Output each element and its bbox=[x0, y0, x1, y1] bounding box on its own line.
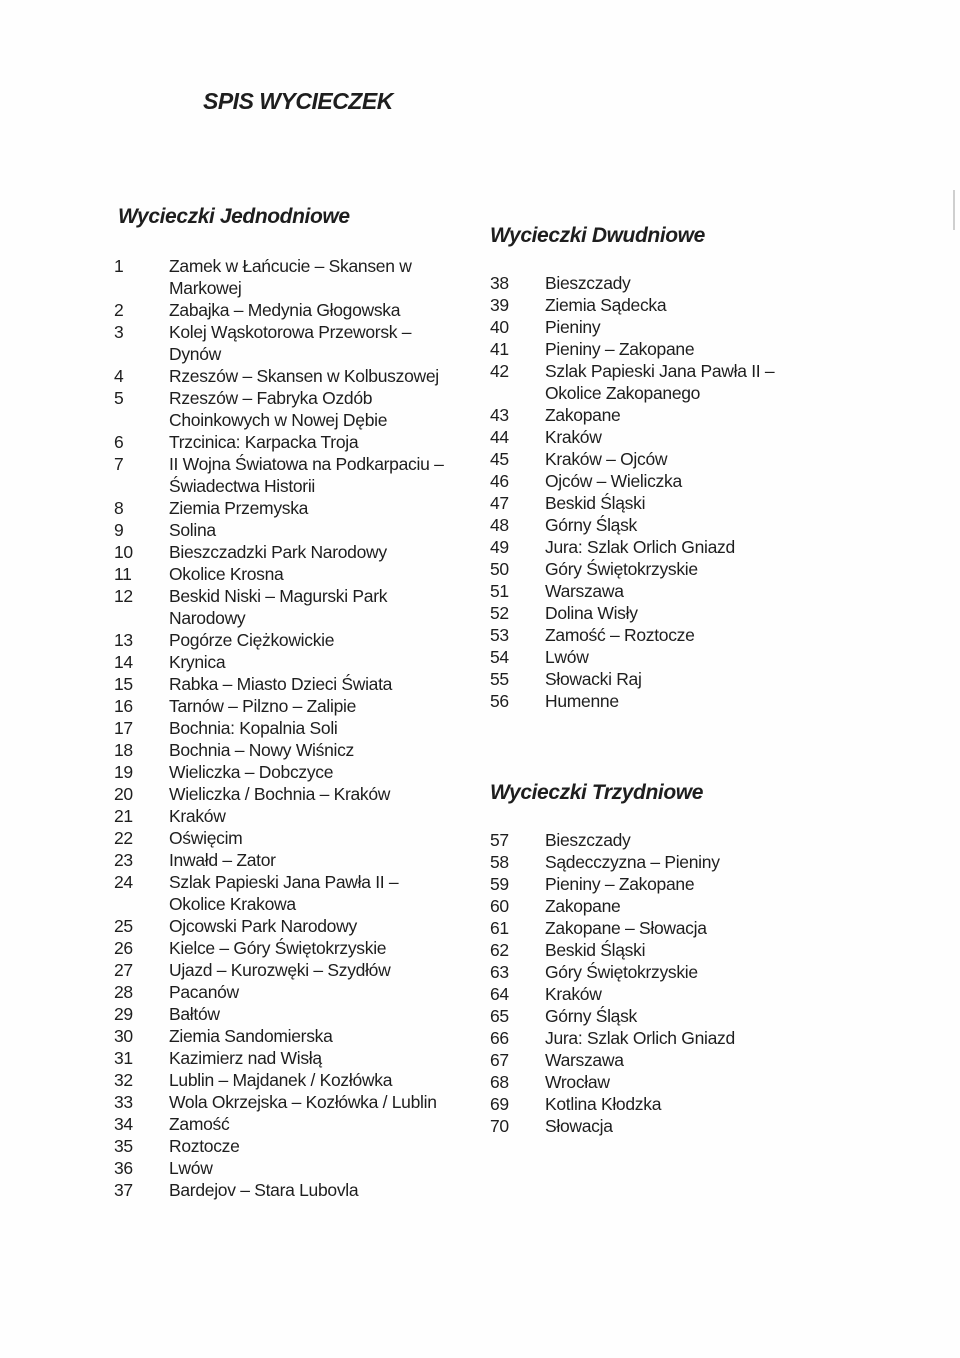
trip-name: Oświęcim bbox=[169, 828, 243, 848]
trip-name: Ujazd – Kurozwęki – Szydłów bbox=[169, 960, 391, 980]
trip-name: Bieszczady bbox=[545, 830, 631, 850]
trip-list-two-day bbox=[490, 272, 830, 712]
trip-list-item bbox=[490, 1115, 830, 1137]
trip-name: Zakopane bbox=[545, 896, 621, 916]
trip-number: 42 bbox=[490, 361, 509, 381]
trip-list-item bbox=[114, 299, 459, 321]
trip-number: 43 bbox=[490, 405, 509, 425]
trip-number: 44 bbox=[490, 427, 509, 447]
trip-name: Góry Świętokrzyskie bbox=[545, 559, 698, 579]
trip-number: 55 bbox=[490, 669, 509, 689]
trip-list-item bbox=[114, 1091, 459, 1113]
trip-name: Lwów bbox=[169, 1158, 213, 1178]
trip-name: Zamość – Roztocze bbox=[545, 625, 695, 645]
trip-name: Kraków – Ojców bbox=[545, 449, 668, 469]
trip-number: 22 bbox=[114, 828, 133, 848]
trip-name: Rabka – Miasto Dzieci Świata bbox=[169, 674, 393, 694]
trip-name: Kazimierz nad Wisłą bbox=[169, 1048, 322, 1068]
trip-number: 46 bbox=[490, 471, 509, 491]
trip-name: Rzeszów – Skansen w Kolbuszowej bbox=[169, 366, 439, 386]
trip-number: 49 bbox=[490, 537, 509, 557]
trip-list-item bbox=[114, 783, 459, 805]
trip-number: 3 bbox=[114, 322, 124, 342]
trip-name: Zabajka – Medynia Głogowska bbox=[169, 300, 401, 320]
trip-number: 27 bbox=[114, 960, 133, 980]
trip-name: Humenne bbox=[545, 691, 619, 711]
trip-name: Wieliczka – Dobczyce bbox=[169, 762, 334, 782]
trip-name: Pieniny bbox=[545, 317, 601, 337]
trip-number: 65 bbox=[490, 1006, 509, 1026]
trip-name: Warszawa bbox=[545, 1050, 624, 1070]
trip-number: 59 bbox=[490, 874, 509, 894]
trip-list-item bbox=[490, 1071, 830, 1093]
trip-list-item bbox=[490, 668, 830, 690]
trip-name: Szlak Papieski Jana Pawła II – Okolice Zakopanego bbox=[545, 361, 775, 403]
trip-number: 25 bbox=[114, 916, 133, 936]
trip-list-item bbox=[490, 404, 830, 426]
trip-list-item bbox=[114, 849, 459, 871]
trip-name: Szlak Papieski Jana Pawła II – Okolice Krakowa bbox=[169, 872, 399, 914]
trip-name: Wrocław bbox=[545, 1072, 610, 1092]
trip-number: 63 bbox=[490, 962, 509, 982]
trip-number: 2 bbox=[114, 300, 124, 320]
trip-list-item bbox=[114, 937, 459, 959]
trip-name: II Wojna Światowa na Podkarpaciu – Świadectwa Historii bbox=[169, 454, 444, 496]
trip-name: Beskid Śląski bbox=[545, 940, 646, 960]
trip-list-item bbox=[114, 563, 459, 585]
trip-list-item bbox=[114, 1069, 459, 1091]
trip-name: Warszawa bbox=[545, 581, 624, 601]
trip-name: Pacanów bbox=[169, 982, 239, 1002]
trip-number: 40 bbox=[490, 317, 509, 337]
trip-list-item bbox=[490, 1093, 830, 1115]
trip-number: 52 bbox=[490, 603, 509, 623]
trip-list-item bbox=[490, 624, 830, 646]
trip-list-item bbox=[114, 321, 459, 365]
trip-number: 36 bbox=[114, 1158, 133, 1178]
trip-number: 15 bbox=[114, 674, 133, 694]
trip-name: Okolice Krosna bbox=[169, 564, 284, 584]
trip-name: Zamek w Łańcucie – Skansen w Markowej bbox=[169, 256, 412, 298]
trip-list-item bbox=[114, 585, 459, 629]
trip-list-item bbox=[114, 365, 459, 387]
trip-number: 64 bbox=[490, 984, 509, 1004]
trip-list-item bbox=[490, 426, 830, 448]
trip-list-item bbox=[490, 294, 830, 316]
trip-list-item bbox=[490, 690, 830, 712]
trip-name: Kraków bbox=[545, 427, 602, 447]
trip-name: Góry Świętokrzyskie bbox=[545, 962, 698, 982]
trip-list-item bbox=[490, 580, 830, 602]
trip-list-item bbox=[490, 492, 830, 514]
trip-number: 12 bbox=[114, 586, 133, 606]
trip-number: 69 bbox=[490, 1094, 509, 1114]
trip-number: 70 bbox=[490, 1116, 509, 1136]
trip-number: 48 bbox=[490, 515, 509, 535]
trip-list-item bbox=[114, 387, 459, 431]
trip-name: Ziemia Sandomierska bbox=[169, 1026, 333, 1046]
trip-number: 35 bbox=[114, 1136, 133, 1156]
trip-number: 9 bbox=[114, 520, 124, 540]
trip-name: Pogórze Ciężkowickie bbox=[169, 630, 335, 650]
trip-list-item bbox=[114, 255, 459, 299]
trip-number: 1 bbox=[114, 256, 124, 276]
trip-number: 8 bbox=[114, 498, 124, 518]
trip-list-item bbox=[490, 338, 830, 360]
trip-name: Lwów bbox=[545, 647, 589, 667]
trip-list-item bbox=[114, 1113, 459, 1135]
trip-number: 6 bbox=[114, 432, 124, 452]
trip-list-item bbox=[114, 827, 459, 849]
trip-number: 56 bbox=[490, 691, 509, 711]
trip-name: Górny Śląsk bbox=[545, 1006, 638, 1026]
trip-number: 47 bbox=[490, 493, 509, 513]
trip-number: 16 bbox=[114, 696, 133, 716]
trip-name: Tarnów – Pilzno – Zalipie bbox=[169, 696, 357, 716]
trip-number: 53 bbox=[490, 625, 509, 645]
trip-list-item bbox=[114, 1047, 459, 1069]
trip-list-item bbox=[490, 360, 830, 404]
trip-number: 10 bbox=[114, 542, 133, 562]
page-title: SPIS WYCIECZEK bbox=[203, 88, 393, 114]
trip-number: 38 bbox=[490, 273, 509, 293]
trip-number: 51 bbox=[490, 581, 509, 601]
trip-list-item bbox=[114, 695, 459, 717]
trip-list-item bbox=[114, 739, 459, 761]
trip-list-item bbox=[490, 514, 830, 536]
trip-number: 20 bbox=[114, 784, 133, 804]
trip-name: Rzeszów – Fabryka Ozdób Choinkowych w Nowej Dębie bbox=[169, 388, 388, 430]
trip-name: Sądecczyzna – Pieniny bbox=[545, 852, 720, 872]
trip-name: Pieniny – Zakopane bbox=[545, 339, 695, 359]
trip-name: Pieniny – Zakopane bbox=[545, 874, 695, 894]
scan-edge-mark bbox=[953, 190, 955, 230]
trip-list-item bbox=[490, 851, 830, 873]
trip-list-item bbox=[490, 983, 830, 1005]
trip-name: Słowacja bbox=[545, 1116, 613, 1136]
trip-number: 34 bbox=[114, 1114, 133, 1134]
trip-list-item bbox=[114, 981, 459, 1003]
trip-list-item bbox=[490, 448, 830, 470]
trip-number: 37 bbox=[114, 1180, 133, 1200]
trip-list-item bbox=[490, 558, 830, 580]
trip-number: 4 bbox=[114, 366, 124, 386]
trip-number: 62 bbox=[490, 940, 509, 960]
trip-name: Kolej Wąskotorowa Przeworsk – Dynów bbox=[169, 322, 412, 364]
trip-number: 58 bbox=[490, 852, 509, 872]
trip-list-item bbox=[490, 961, 830, 983]
trip-list-item bbox=[490, 646, 830, 668]
trip-list-item bbox=[114, 541, 459, 563]
trip-list-item bbox=[490, 536, 830, 558]
trip-list-item bbox=[490, 1027, 830, 1049]
trip-name: Bardejov – Stara Lubovla bbox=[169, 1180, 359, 1200]
trip-name: Wola Okrzejska – Kozłówka / Lublin bbox=[169, 1092, 437, 1112]
trip-list-item bbox=[114, 651, 459, 673]
section-heading-two-day: Wycieczki Dwudniowe bbox=[490, 224, 705, 247]
trip-number: 54 bbox=[490, 647, 509, 667]
trip-number: 13 bbox=[114, 630, 133, 650]
trip-number: 61 bbox=[490, 918, 509, 938]
trip-number: 45 bbox=[490, 449, 509, 469]
trip-name: Bieszczadzki Park Narodowy bbox=[169, 542, 387, 562]
trip-number: 41 bbox=[490, 339, 509, 359]
trip-name: Inwałd – Zator bbox=[169, 850, 276, 870]
trip-name: Bieszczady bbox=[545, 273, 631, 293]
trip-name: Ziemia Sądecka bbox=[545, 295, 667, 315]
trip-number: 31 bbox=[114, 1048, 133, 1068]
trip-name: Jura: Szlak Orlich Gniazd bbox=[545, 537, 735, 557]
trip-list-item bbox=[490, 895, 830, 917]
trip-name: Kielce – Góry Świętokrzyskie bbox=[169, 938, 387, 958]
trip-number: 28 bbox=[114, 982, 133, 1002]
trip-name: Słowacki Raj bbox=[545, 669, 642, 689]
trip-list-one-day bbox=[114, 255, 459, 1201]
trip-name: Lublin – Majdanek / Kozłówka bbox=[169, 1070, 393, 1090]
trip-name: Beskid Niski – Magurski Park Narodowy bbox=[169, 586, 388, 628]
trip-name: Beskid Śląski bbox=[545, 493, 646, 513]
trip-list-item bbox=[114, 1025, 459, 1047]
trip-list-item bbox=[114, 959, 459, 981]
trip-list-item bbox=[490, 873, 830, 895]
trip-list-item bbox=[490, 917, 830, 939]
trip-number: 66 bbox=[490, 1028, 509, 1048]
trip-number: 5 bbox=[114, 388, 124, 408]
trip-list-item bbox=[114, 1179, 459, 1201]
trip-list-item bbox=[490, 1005, 830, 1027]
trip-name: Kraków bbox=[169, 806, 226, 826]
trip-name: Górny Śląsk bbox=[545, 515, 638, 535]
trip-list-item bbox=[114, 761, 459, 783]
trip-list-item bbox=[490, 272, 830, 294]
trip-number: 50 bbox=[490, 559, 509, 579]
trip-name: Bałtów bbox=[169, 1004, 220, 1024]
trip-number: 18 bbox=[114, 740, 133, 760]
trip-number: 19 bbox=[114, 762, 133, 782]
trip-number: 67 bbox=[490, 1050, 509, 1070]
trip-number: 21 bbox=[114, 806, 133, 826]
trip-number: 29 bbox=[114, 1004, 133, 1024]
trip-number: 57 bbox=[490, 830, 509, 850]
trip-name: Zakopane – Słowacja bbox=[545, 918, 707, 938]
trip-number: 24 bbox=[114, 872, 133, 892]
trip-list-item bbox=[114, 453, 459, 497]
trip-name: Kraków bbox=[545, 984, 602, 1004]
trip-name: Wieliczka / Bochnia – Kraków bbox=[169, 784, 391, 804]
trip-list-item bbox=[114, 519, 459, 541]
trip-list-item bbox=[490, 316, 830, 338]
trip-name: Jura: Szlak Orlich Gniazd bbox=[545, 1028, 735, 1048]
trip-name: Trzcinica: Karpacka Troja bbox=[169, 432, 359, 452]
trip-list-item bbox=[114, 1003, 459, 1025]
trip-name: Bochnia – Nowy Wiśnicz bbox=[169, 740, 354, 760]
trip-name: Bochnia: Kopalnia Soli bbox=[169, 718, 338, 738]
trip-list-item bbox=[490, 939, 830, 961]
trip-name: Ojcowski Park Narodowy bbox=[169, 916, 357, 936]
trip-list-item bbox=[114, 1135, 459, 1157]
trip-number: 33 bbox=[114, 1092, 133, 1112]
trip-number: 11 bbox=[114, 564, 132, 584]
trip-list-three-day bbox=[490, 829, 830, 1137]
trip-number: 26 bbox=[114, 938, 133, 958]
trip-name: Zakopane bbox=[545, 405, 621, 425]
trip-name: Ziemia Przemyska bbox=[169, 498, 309, 518]
trip-number: 39 bbox=[490, 295, 509, 315]
trip-list-item bbox=[114, 871, 459, 915]
trip-list-item bbox=[114, 629, 459, 651]
trip-number: 30 bbox=[114, 1026, 133, 1046]
trip-list-item bbox=[490, 602, 830, 624]
trip-number: 60 bbox=[490, 896, 509, 916]
trip-list-item bbox=[114, 1157, 459, 1179]
trip-name: Ojców – Wieliczka bbox=[545, 471, 682, 491]
trip-list-item bbox=[490, 470, 830, 492]
trip-number: 23 bbox=[114, 850, 133, 870]
trip-list-item bbox=[114, 497, 459, 519]
trip-name: Dolina Wisły bbox=[545, 603, 638, 623]
trip-name: Zamość bbox=[169, 1114, 230, 1134]
trip-number: 14 bbox=[114, 652, 133, 672]
section-heading-three-day: Wycieczki Trzydniowe bbox=[490, 781, 703, 804]
trip-number: 7 bbox=[114, 454, 124, 474]
trip-name: Kotlina Kłodzka bbox=[545, 1094, 662, 1114]
trip-list-item bbox=[114, 431, 459, 453]
trip-number: 17 bbox=[114, 718, 133, 738]
trip-name: Roztocze bbox=[169, 1136, 240, 1156]
trip-list-item bbox=[490, 1049, 830, 1071]
trip-list-item bbox=[114, 915, 459, 937]
trip-list-item bbox=[114, 717, 459, 739]
trip-list-item bbox=[490, 829, 830, 851]
section-heading-one-day: Wycieczki Jednodniowe bbox=[118, 205, 350, 228]
trip-list-item bbox=[114, 673, 459, 695]
trip-name: Krynica bbox=[169, 652, 226, 672]
trip-name: Solina bbox=[169, 520, 216, 540]
trip-number: 68 bbox=[490, 1072, 509, 1092]
trip-number: 32 bbox=[114, 1070, 133, 1090]
trip-list-item bbox=[114, 805, 459, 827]
